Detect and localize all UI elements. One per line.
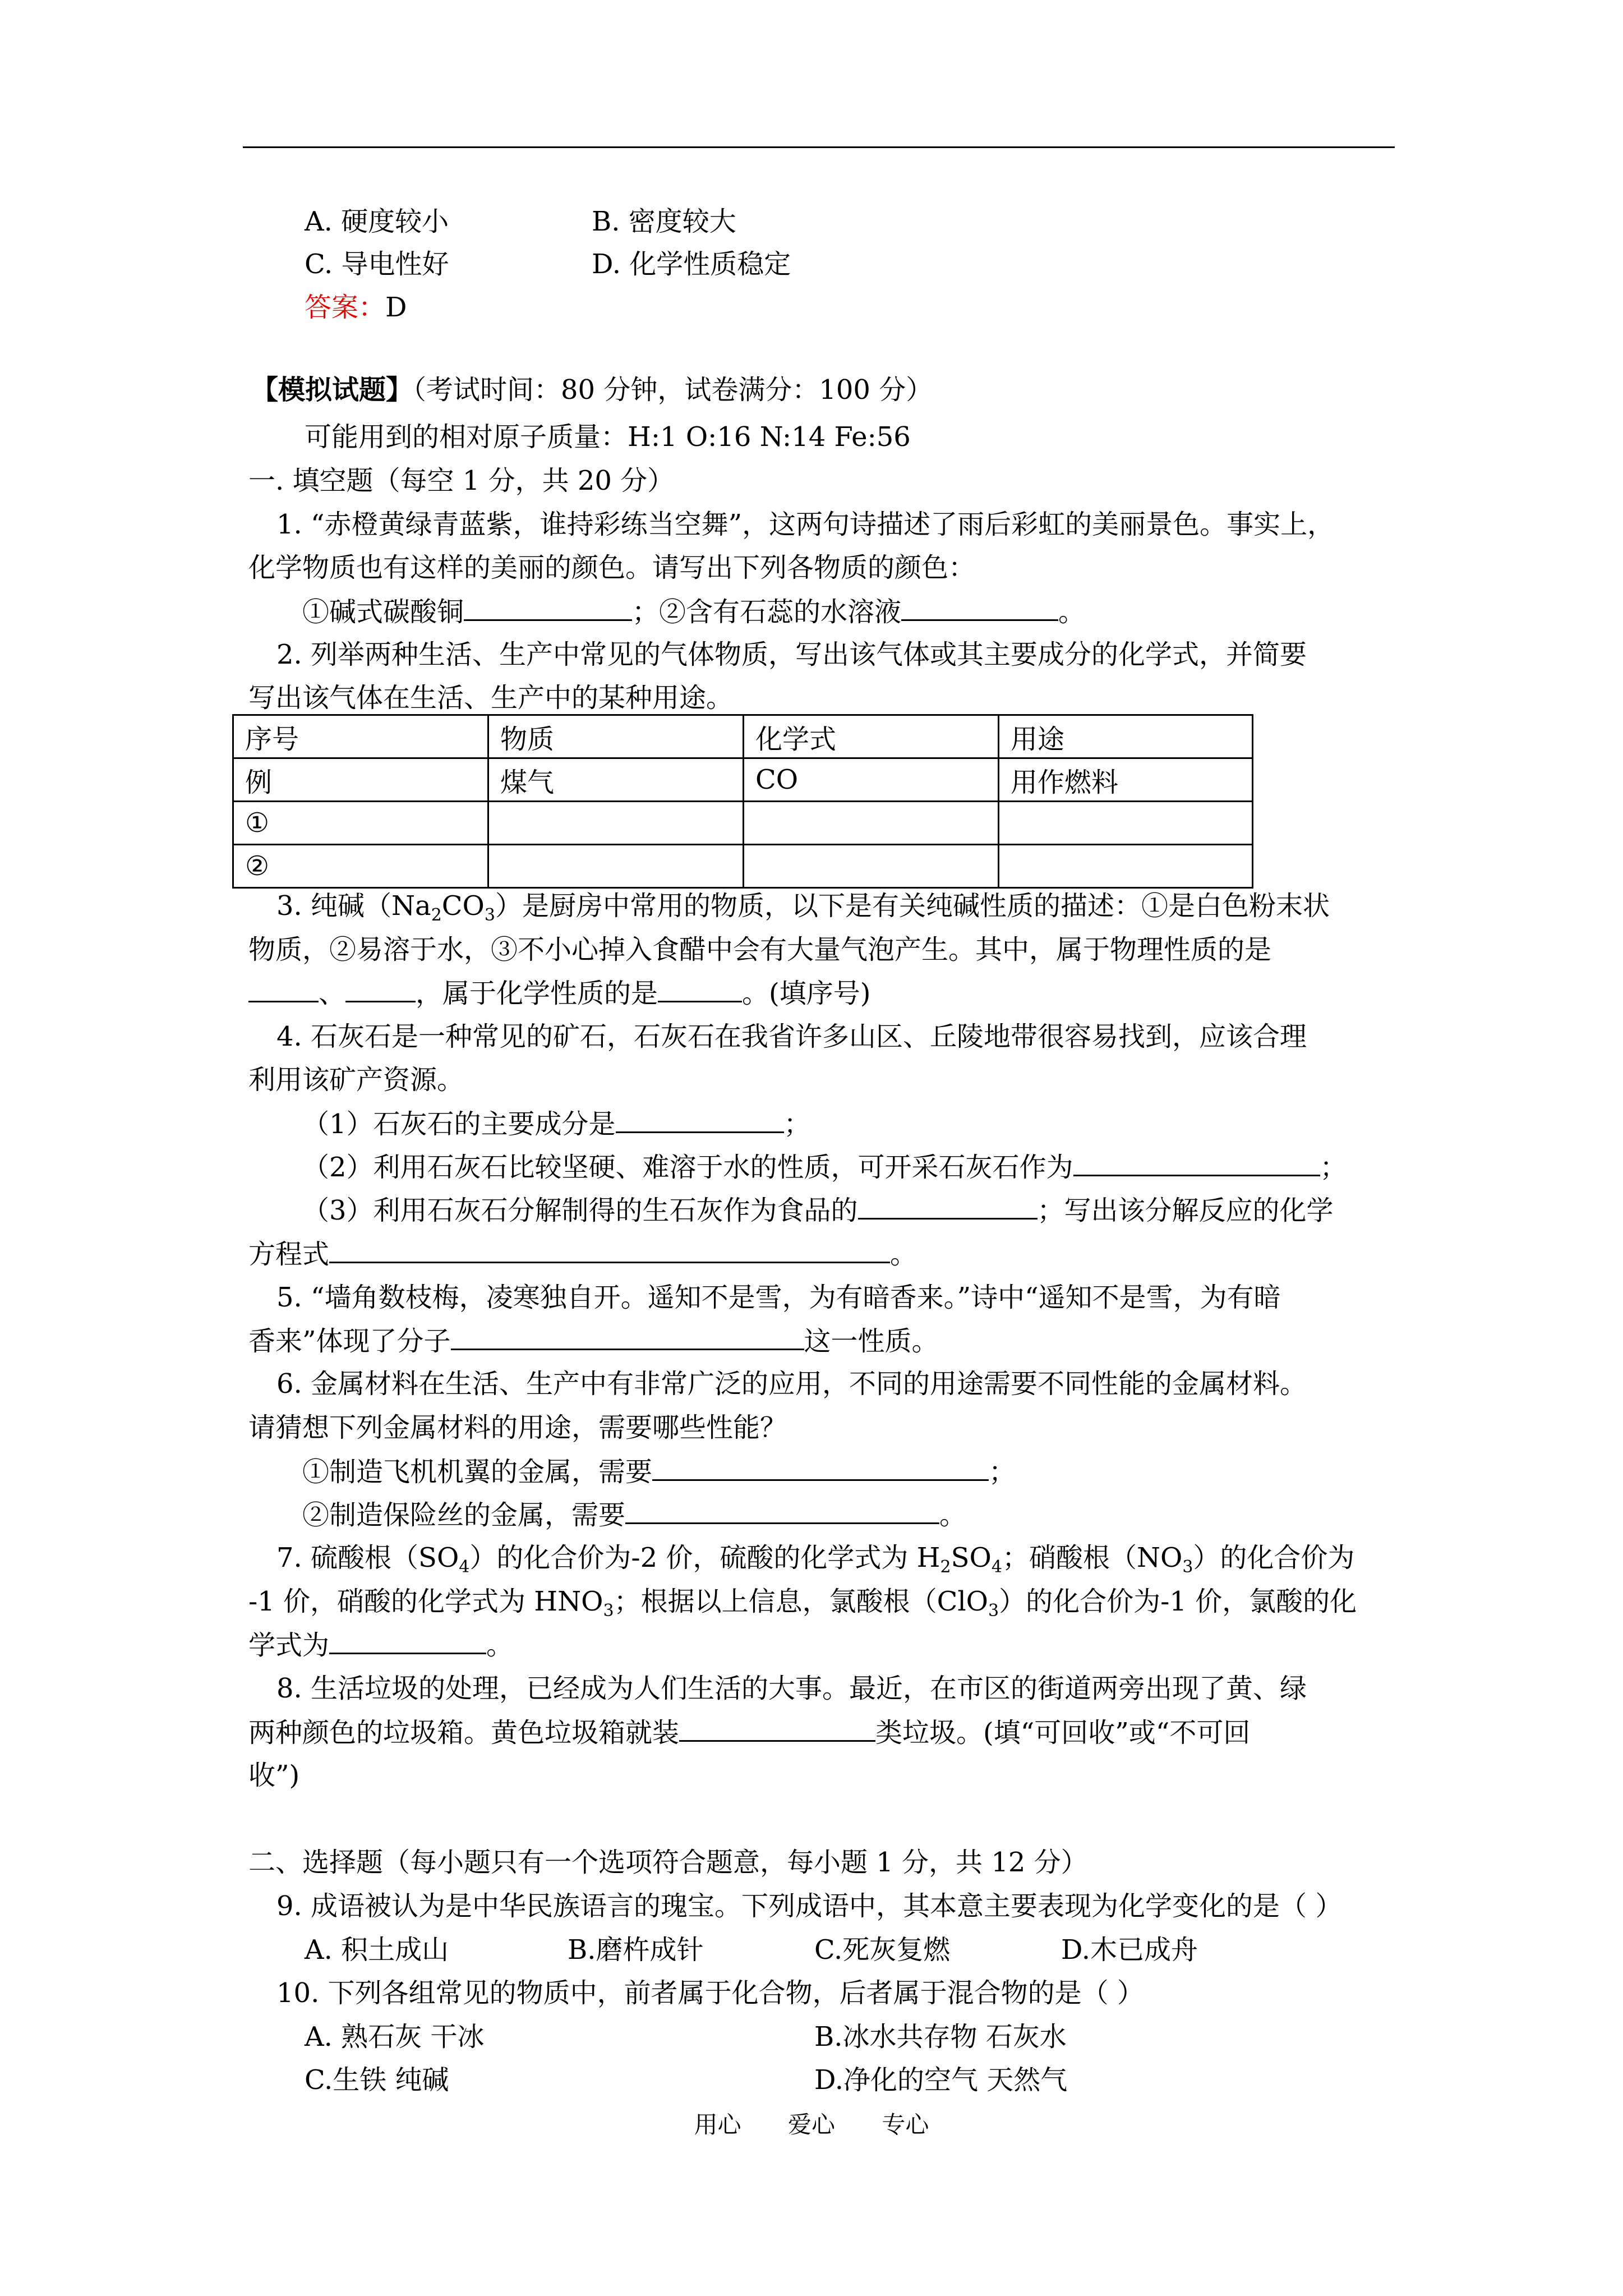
table-cell-input[interactable]: [744, 802, 999, 845]
q7-sub-4: 3: [1182, 1557, 1193, 1577]
table-header-cell: 序号: [233, 715, 488, 758]
q6-a-blank[interactable]: [652, 1455, 989, 1481]
q10-option-c[interactable]: C.生铁 纯碱: [305, 2064, 449, 2096]
q1-end: 。: [1058, 596, 1086, 628]
q7-sub-5: 3: [603, 1601, 614, 1621]
q8-blank[interactable]: [679, 1715, 875, 1742]
section2-title: 二、选择题（每小题只有一个选项符合题意，每小题 1 分，共 12 分）: [248, 1847, 1088, 1878]
q4-1-text: （1）石灰石的主要成分是: [302, 1108, 616, 1140]
gas-table: [232, 714, 1253, 889]
table-row: [233, 758, 1253, 802]
q3-blank-1[interactable]: [248, 976, 319, 1002]
q7-sub-2: 2: [940, 1557, 951, 1577]
q5-line2: [248, 1324, 939, 1358]
q4-line2: 利用该矿产资源。: [248, 1064, 464, 1096]
header-rule: [243, 146, 1395, 148]
q3-line2: 物质，②易溶于水，③不小心掉入食醋中会有大量气泡产生。其中，属于物理性质的是: [248, 934, 1272, 965]
q6-a-text: ①制造飞机机翼的金属，需要: [302, 1456, 653, 1488]
q1-blank-b[interactable]: [901, 595, 1058, 621]
q4-4-blank[interactable]: [329, 1237, 890, 1263]
q6-b-end: 。: [939, 1499, 967, 1531]
q9-stem: 9. 成语被认为是中华民族语言的瑰宝。下列成语中，其本意主要表现为化学变化的是（ ）: [276, 1890, 1343, 1922]
q6-a-end: ；: [989, 1456, 1016, 1488]
q7-text-a: 7. 硫酸根（SO: [276, 1542, 459, 1573]
q8-line3: 收”): [248, 1760, 300, 1791]
table-row: [233, 845, 1253, 888]
table-cell: ①: [233, 802, 488, 845]
q10-option-a[interactable]: A. 熟石灰 干冰: [305, 2021, 485, 2053]
q1-item-b: ；②含有石蕊的水溶液: [632, 596, 902, 628]
q7-text-d: ；硝酸根（NO: [1002, 1542, 1183, 1573]
q4-4-end: 。: [890, 1239, 917, 1270]
q2-line2: 写出该气体在生活、生产中的某种用途。: [248, 682, 734, 714]
q3-sub-1: 2: [431, 905, 442, 925]
q7-line3: [248, 1628, 513, 1662]
q4-1-blank[interactable]: [616, 1107, 784, 1133]
q7-sub-3: 4: [991, 1557, 1002, 1577]
prev-answer: [305, 291, 407, 324]
q3-text-c: ）是厨房中常用的物质，以下是有关纯碱性质的描述：①是白色粉末状: [495, 890, 1330, 922]
q9-option-c[interactable]: C.死灰复燃: [814, 1934, 951, 1966]
q4-3-text: （3）利用石灰石分解制得的生石灰作为食品的: [302, 1195, 858, 1226]
q8-line2: [248, 1715, 1250, 1750]
q8-end: 类垃圾。(填“可回收”或“不可回: [875, 1717, 1251, 1749]
table-cell: 用作燃料: [999, 758, 1253, 802]
exam-header: [251, 373, 933, 407]
q6-line2: 请猜想下列金属材料的用途，需要哪些性能？: [248, 1412, 787, 1443]
q3-chem-label: ，属于化学性质的是: [416, 978, 658, 1009]
q7-text-c: SO: [951, 1542, 992, 1573]
q10-option-b[interactable]: B.冰水共存物 石灰水: [814, 2021, 1067, 2053]
q10-stem: 10. 下列各组常见的物质中，前者属于化合物，后者属于混合物的是（ ）: [276, 1977, 1144, 2009]
table-header-cell: 化学式: [744, 715, 999, 758]
atomic-mass: 可能用到的相对原子质量：H:1 O:16 N:14 Fe:56: [305, 421, 911, 453]
q1-line3: [302, 595, 1085, 629]
q3-blank-2[interactable]: [345, 976, 416, 1002]
q4-item-1: [302, 1107, 811, 1141]
q6-item-a: [302, 1455, 1016, 1489]
page-footer: 用心 爱心 专心: [694, 2111, 929, 2138]
q6-line1: 6. 金属材料在生活、生产中有非常广泛的应用，不同的用途需要不同性能的金属材料。: [276, 1368, 1307, 1400]
q7-text-f: -1 价，硝酸的化学式为 HNO: [248, 1586, 603, 1617]
table-cell: CO: [744, 758, 999, 802]
q5-line1: 5. “墙角数枝梅，凌寒独自开。遥知不是雪，为有暗香来。”诗中“遥知不是雪，为有暗: [276, 1282, 1281, 1313]
q7-text-i: 学式为: [248, 1630, 330, 1661]
q4-3-blank[interactable]: [858, 1193, 1038, 1220]
exam-title: 【模拟试题】: [251, 374, 413, 406]
q3-sub-2: 3: [484, 905, 495, 925]
q5-blank[interactable]: [451, 1324, 804, 1350]
q4-3-end: ；写出该分解反应的化学: [1037, 1195, 1334, 1226]
q4-2-blank[interactable]: [1073, 1150, 1320, 1176]
table-row: [233, 802, 1253, 845]
q9-option-b[interactable]: B.磨杵成针: [568, 1934, 704, 1966]
prev-option-c: C. 导电性好: [305, 249, 449, 280]
q3-line1: [276, 889, 1330, 923]
q2-line1: 2. 列举两种生活、生产中常见的气体物质，写出该气体或其主要成分的化学式，并简要: [276, 639, 1307, 670]
q6-b-text: ②制造保险丝的金属，需要: [302, 1499, 626, 1531]
table-header-row: [233, 715, 1253, 758]
q4-2-text: （2）利用石灰石比较坚硬、难溶于水的性质，可开采石灰石作为: [302, 1152, 1073, 1183]
q7-text-b: ）的化合价为-2 价，硫酸的化学式为 H: [469, 1542, 940, 1573]
q8-text: 两种颜色的垃圾箱。黄色垃圾箱就装: [248, 1717, 680, 1749]
prev-option-d: D. 化学性质稳定: [592, 249, 791, 280]
table-cell: 煤气: [488, 758, 744, 802]
q4-line1: 4. 石灰石是一种常见的矿石，石灰石在我省许多山区、丘陵地带很容易找到，应该合理: [276, 1021, 1307, 1052]
q7-end: 。: [486, 1630, 514, 1661]
table-cell-input[interactable]: [488, 845, 744, 888]
q5-end: 这一性质。: [804, 1326, 939, 1357]
q1-item-a: ①碱式碳酸铜: [302, 596, 464, 628]
table-cell-input[interactable]: [488, 802, 744, 845]
q7-text-h: ）的化合价为-1 价，氯酸的化: [999, 1586, 1357, 1617]
q5-text: 香来”体现了分子: [248, 1326, 451, 1357]
table-cell-input[interactable]: [999, 802, 1253, 845]
q6-b-blank[interactable]: [625, 1498, 939, 1524]
q9-option-a[interactable]: A. 积土成山: [305, 1934, 449, 1966]
table-header-cell: 物质: [488, 715, 744, 758]
q1-line2: 化学物质也有这样的美丽的颜色。请写出下列各物质的颜色：: [248, 552, 976, 583]
q1-line1: 1. “赤橙黄绿青蓝紫，谁持彩练当空舞”，这两句诗描述了雨后彩虹的美丽景色。事实上，: [276, 509, 1335, 540]
table-cell-input[interactable]: [999, 845, 1253, 888]
q3-end: 。(填序号): [742, 978, 871, 1009]
exam-info: （考试时间：80 分钟，试卷满分：100 分）: [413, 374, 933, 406]
q3-line3: [248, 976, 871, 1010]
q4-item-2: [302, 1150, 1347, 1184]
q3-text-a: 3. 纯碱（Na: [276, 890, 431, 922]
q1-blank-a[interactable]: [464, 595, 632, 621]
answer-label: 答案：: [305, 292, 386, 323]
q7-line2: [248, 1585, 1357, 1621]
q9-option-d[interactable]: D.木已成舟: [1061, 1934, 1198, 1966]
section1-title: 一. 填空题（每空 1 分，共 20 分）: [248, 465, 675, 496]
table-cell: 例: [233, 758, 488, 802]
q10-option-d[interactable]: D.净化的空气 天然气: [814, 2064, 1068, 2096]
q4-item-3: [302, 1193, 1334, 1227]
q7-text-g: ；根据以上信息，氯酸根（ClO: [614, 1586, 989, 1617]
q4-4-text: 方程式: [248, 1239, 330, 1270]
q3-sep: 、: [319, 978, 346, 1009]
q4-2-end: ；: [1320, 1152, 1347, 1183]
table-cell-input[interactable]: [744, 845, 999, 888]
q7-sub-6: 3: [988, 1601, 999, 1621]
table-header-cell: 用途: [999, 715, 1253, 758]
q8-line1: 8. 生活垃圾的处理，已经成为人们生活的大事。最近，在市区的街道两旁出现了黄、绿: [276, 1673, 1307, 1704]
q4-item-4: [248, 1237, 917, 1271]
table-cell: ②: [233, 845, 488, 888]
q7-line1: [276, 1541, 1354, 1575]
answer-value: D: [385, 292, 407, 323]
q3-text-b: CO: [441, 890, 485, 922]
q7-text-e: ）的化合价为: [1193, 1542, 1355, 1573]
q7-sub-1: 4: [459, 1557, 470, 1577]
prev-option-b: B. 密度较大: [592, 206, 736, 237]
q7-blank[interactable]: [329, 1628, 486, 1654]
q6-item-b: [302, 1498, 966, 1532]
q4-1-end: ；: [783, 1108, 811, 1140]
prev-option-a: A. 硬度较小: [305, 206, 449, 237]
q3-blank-3[interactable]: [658, 976, 742, 1002]
